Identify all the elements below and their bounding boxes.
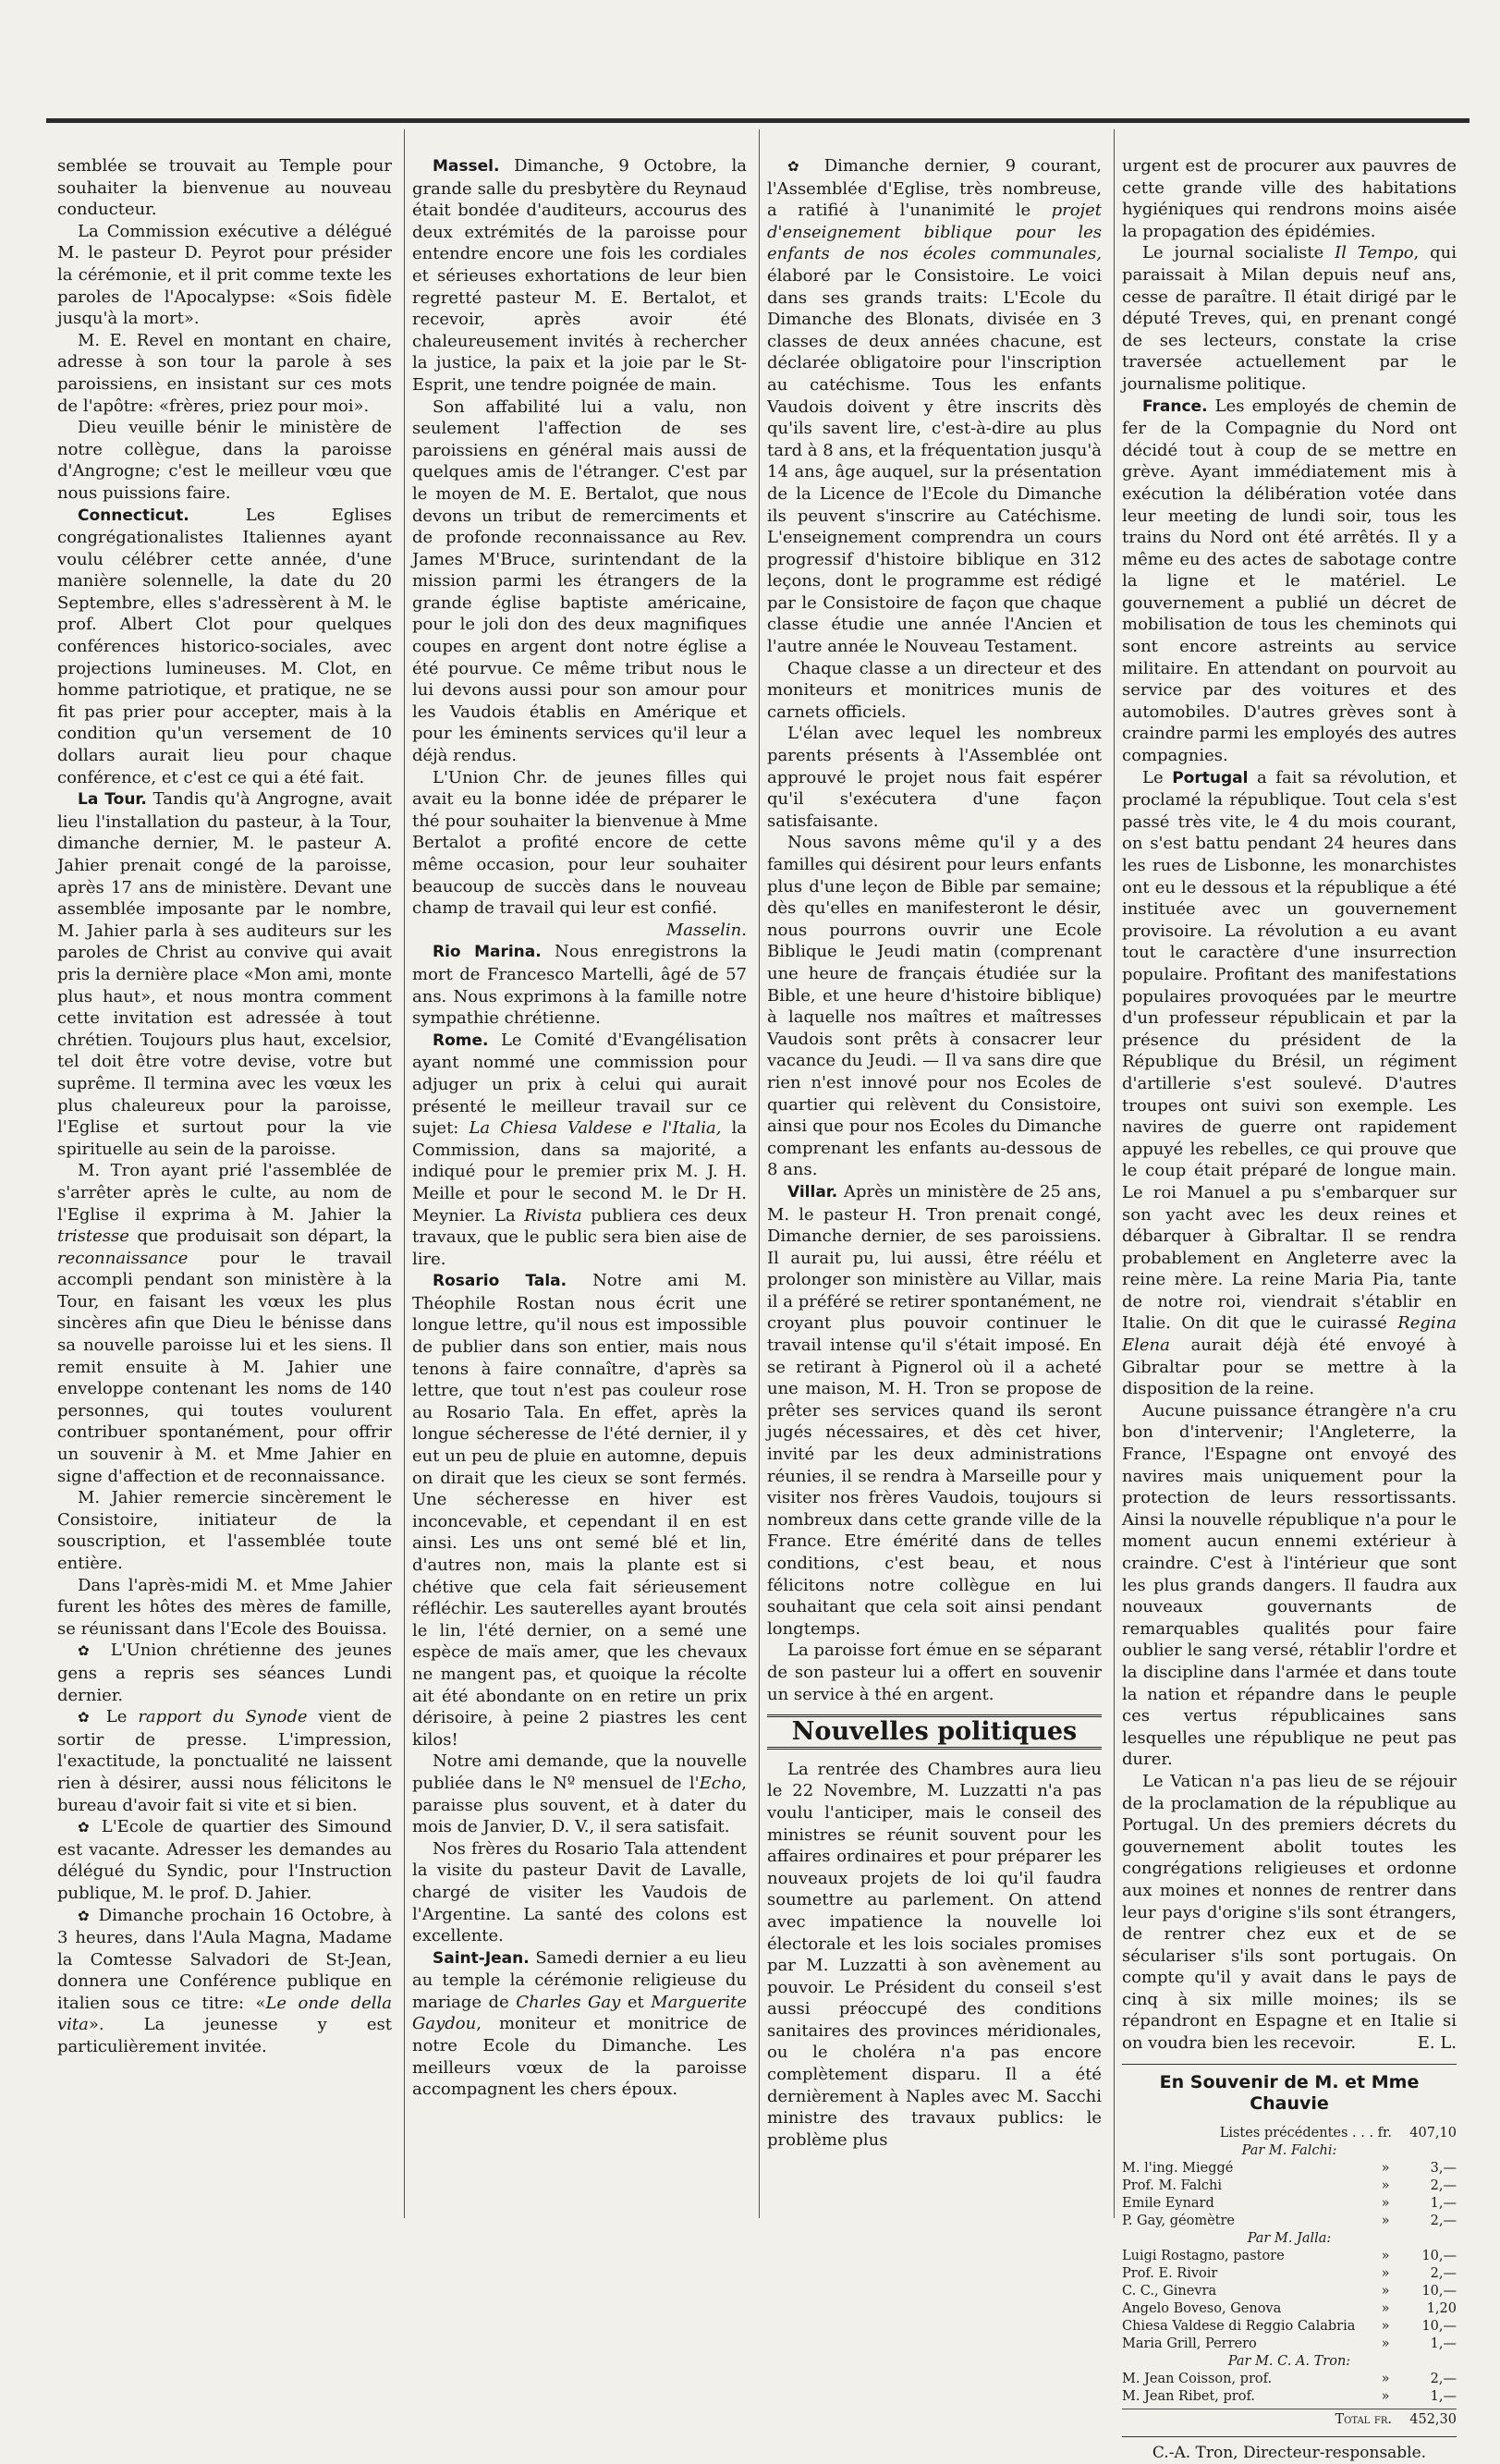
donation-row (1122, 2388, 1457, 2406)
paragraph: La paroisse fort émue en se séparant de son pasteur lui a offert en souvenir un service à thé en argent. (767, 1641, 1102, 1704)
ditto-mark: » (1381, 2160, 1390, 2176)
donor-name: M. l'ing. Mieggé (1122, 2160, 1234, 2176)
donation-row (1122, 2195, 1457, 2213)
article-portugal: Le Portugal a fait sa révolution, et proclamé la république. Tout cela s'est passé très vite, le 4 du mois courant, on s'est battu pendant 24 heures dans les rues de Lisbonne, les monarchistes ont eu le dessous et la république a été instituée avec un gouvernement provisoire. La révolution a eu avant tout le caractère d'une insurrection populaire. Profitant des manifestations populaires provoquées par le meurtre d'un professeur républicain et par la présence du président de la République du Brésil, un régiment d'artillerie s'est soulevé. D'autres troupes ont suivi son exemple. Les navires de guerre ont rapidement appuyé les rebelles, ce qui prouve que le coup était préparé de longue main. Le roi Manuel a pu s'embarquer sur son yacht avec les deux reines et débarquer à Gibraltar. Il se rendra probablement en Angleterre avec la reine mère. La reine Maria Pia, tante de notre roi, viendrait s'établir en Italie. On dit que le cuirassé Regina Elena aurait déjà été envoyé à Gibraltar pour se mettre à la disposition de la reine. (1122, 767, 1457, 1399)
donation-row (1122, 2177, 1457, 2195)
donation-amount: 10,— (1421, 2283, 1457, 2299)
total-row: Total fr. 452,30 (1122, 2409, 1457, 2429)
donor-name: Prof. M. Falchi (1122, 2177, 1223, 2193)
paragraph: Nos frères du Rosario Tala attendent la visite du pasteur Davit de Lavalle, chargé de visiter les Vaudois de l'Argentine. La santé des colons est excellente. (412, 1838, 747, 1946)
paragraph: ✿ L'Ecole de quartier des Simound est vacante. Adresser les demandes au délégué du Syndic, pour l'Instruction publique, M. le prof. D. Jahier. (57, 1817, 392, 1903)
donation-group-heading: Par M. Falchi: (1241, 2142, 1337, 2158)
paragraph: Notre ami demande, que la nouvelle publiée dans le Nº mensuel de l'Echo, paraisse plus souvent, et à dater du mois de Janvier, D. V., il sera satisfait. (412, 1751, 747, 1837)
paragraph: urgent est de procurer aux pauvres de cette grande ville des habitations hygiéniques qui rendrons moins aisée la propagation des épidémies. (1122, 156, 1457, 241)
donation-list (1122, 2371, 1457, 2406)
bullet-icon: ✿ (787, 158, 810, 175)
donor-name: Chiesa Valdese di Reggio Calabria (1122, 2318, 1356, 2334)
paragraph: La Commission exécutive a délégué M. le pasteur D. Peyrot pour présider la cérémonie, et il prit comme texte les paroles de l'Apocalypse: «Sois fidèle jusqu'à la mort». (57, 221, 392, 329)
paragraph: Chaque classe a un directeur et des moniteurs et monitrices munis de carnets officiels. (767, 658, 1102, 722)
donation-row (1122, 2336, 1457, 2353)
donor-name: P. Gay, géomètre (1122, 2213, 1236, 2228)
previous-lists-row: Listes précédentes . . . fr. 407,10 (1219, 2125, 1457, 2141)
heading-rio-marina: Rio Marina. (433, 943, 542, 962)
ditto-mark: » (1381, 2195, 1390, 2211)
ditto-mark: » (1381, 2265, 1390, 2281)
donation-amount: 2,— (1430, 2371, 1457, 2386)
donation-amount: 1,— (1430, 2195, 1457, 2211)
paragraph: Le Vatican n'a pas lieu de se réjouir de la proclamation de la république au Portugal. Un des premiers décrets du gouvernement abolit toutes les congrégations religieuses et ordonne aux moines et nonnes de rentrer dans leur pays d'origine s'ils sont étrangers, de rentrer chez eux et de se séculariser s'ils sont portugais. On compte qu'il y avait dans le pays de cinq à six mille moines; ils se répandront en Espagne et en Italie si on voudra bien les recevoir. E. L. (1122, 1771, 1457, 2054)
paragraph: ✿ Dimanche prochain 16 Octobre, à 3 heures, dans l'Aula Magna, Madame la Comtesse Salvadori de St-Jean, donnera une Conférence publique en italien sous ce titre: «Le onde della vita». La jeunesse y est particulièrement invitée. (57, 1905, 392, 2057)
column-4 (1122, 155, 1457, 2462)
ditto-mark: » (1381, 2388, 1390, 2404)
top-rule (46, 118, 1470, 123)
paragraph: ✿ Dimanche dernier, 9 courant, l'Assemblée d'Eglise, très nombreuse, a ratifié à l'unanimité le projet d'enseignement biblique pour les enfants de nos écoles communales, élaboré par le Consistoire. Le voici dans ses grands traits: L'Ecole du Dimanche des Blonats, divisée en 3 classes de deux années chacune, est déclarée obligatoire pour l'inscription au catéchisme. Tous les enfants Vaudois doivent y être inscrits dès qu'ils savent lire, c'est-à-dire au plus tard à 8 ans, et la fréquentation jusqu'à 14 ans, âge auquel, sur la présentation de la Licence de l'Ecole du Dimanche ils peuvent s'inscrire au Catéchisme. L'enseignement comprendra un cours progressif d'histoire biblique en 312 leçons, dont le programme est rédigé par le Consistoire de façon que chaque classe étudie une année l'Ancien et l'autre année le Nouveau Testament. (767, 156, 1102, 657)
paragraph: semblée se trouvait au Temple pour souhaiter la bienvenue au nouveau conducteur. (57, 156, 392, 220)
donation-row (1122, 2160, 1457, 2177)
paragraph: M. Tron ayant prié l'assemblée de s'arrêter après le culte, au nom de l'Eglise il exprima à M. Jahier la tristesse que produisait son départ, la reconnaissance pour le travail accompli pendant son ministère à la Tour, en faisant les vœux les plus sincères afin que Dieu le bénisse dans sa nouvelle paroisse lui et les siens. Il remit ensuite à M. Jahier une enveloppe contenant les noms de 140 personnes, qui toutes voulurent contribuer spontanément, pour offrir un souvenir à M. et Mme Jahier en signe d'affection et de reconnaissance. (57, 1161, 392, 1486)
article-rome: Rome. Le Comité d'Evangélisation ayant nommé une commission pour adjuger un prix à celui qui aurait présenté le meilleur travail sur ce sujet: La Chiesa Valdese e l'Italia, la Commission, dans sa majorité, a indiqué pour le premier prix M. J. H. Meille et pour le second M. le Dr H. Meynier. La Rivista publiera ces deux travaux, que le public sera bien aise de lire. (412, 1030, 747, 1269)
subscription-title: En Souvenir de M. et Mme Chauvie (1159, 2071, 1420, 2115)
paragraph: Le journal socialiste Il Tempo, qui paraissait à Milan depuis neuf ans, cesse de paraître. Il était dirigé par le député Treves, qui, en prenant congé de ses lecteurs, constate la crise traversée actuellement par le journalisme politique. (1122, 243, 1457, 394)
heading-connecticut: Connecticut. (78, 506, 189, 525)
ditto-mark: » (1381, 2213, 1390, 2228)
donation-row (1122, 2283, 1457, 2300)
paragraph: ✿ Le rapport du Synode vient de sortir de presse. L'impression, l'exactitude, la ponctualité ne laissent rien à désirer, aussi nous félicitons le bureau d'avoir fait si vite et si bien. (57, 1707, 392, 1815)
heading-saint-jean: Saint-Jean. (433, 1948, 530, 1968)
donation-amount: 1,— (1430, 2336, 1457, 2351)
donation-amount: 10,— (1421, 2318, 1457, 2334)
donation-amount: 3,— (1430, 2160, 1457, 2176)
paragraph: M. Jahier remercie sincèrement le Consistoire, initiateur de la souscription, et l'assemblée toute entière. (57, 1488, 392, 1573)
section-title: Nouvelles politiques (767, 1714, 1102, 1750)
donation-amount: 1,20 (1426, 2300, 1457, 2316)
column-2 (412, 155, 747, 2218)
donor-name: Angelo Boveso, Genova (1122, 2300, 1282, 2316)
donor-name: M. Jean Coisson, prof. (1122, 2371, 1273, 2386)
column-1 (57, 155, 392, 2218)
article-rio-marina: Rio Marina. Nous enregistrons la mort de Francesco Martelli, âgé de 57 ans. Nous exprimons à la famille notre sympathie chrétienne. (412, 942, 747, 1029)
ditto-mark: » (1381, 2283, 1390, 2299)
paragraph: M. E. Revel en montant en chaire, adresse à son tour la parole à ses paroissiens, en insistant sur ces mots de l'apôtre: «frères, priez pour moi». (57, 330, 392, 416)
donation-row (1122, 2371, 1457, 2388)
byline: Masselin. (665, 920, 747, 940)
donor-name: Emile Eynard (1122, 2195, 1214, 2211)
donation-row (1122, 2318, 1457, 2336)
article-la-tour: La Tour. Tandis qu'à Angrogne, avait lieu l'installation du pasteur, à la Tour, dimanche dernier, M. le pasteur A. Jahier prenait congé de la paroisse, après 17 ans de ministère. Devant une assemblée imposante par le nombre, M. Jahier parla à ses auditeurs sur les paroles de Christ au convive qui avait pris la dernière place «Mon ami, monte plus haut», et nous montra comment cette invitation est adressée à tout chrétien. Toujours plus haut, excelsior, tel doit être votre devise, votre but suprême. Il termina avec les vœux les plus chaleureux pour la paroisse, l'Eglise et surtout pour la vie spirituelle au sein de la paroisse. (57, 789, 392, 1159)
column-divider (759, 129, 760, 2218)
paragraph: L'élan avec lequel les nombreux parents présents à l'Assemblée ont approuvé le projet nous fait espérer qu'il s'exécutera d'une façon satisfaisante. (767, 724, 1102, 831)
article-rosario-tala: Rosario Tala. Notre ami M. Théophile Rostan nous écrit une longue lettre, qu'il nous est impossible de publier dans son entier, mais nous tenons à faire connaître, d'après sa lettre, que tout n'est pas couleur rose au Rosario Tala. En effet, après la longue sécheresse de l'été dernier, il y eut un peu de pluie en automne, depuis on dirait que les cieux se sont fermés. Une sécheresse en hiver est inconcevable, et cependant il en est ainsi. Les uns ont semé blé et lin, d'autres non, mais la plante est si chétive que cela fait sérieusement réfléchir. Les sauterelles ayant broutés le lin, l'été dernier, on a semé une espèce de maïs amer, que les chevaux ne mangent pas, et quoique la récolte ait été abondante on en retire un prix dérisoire, à peine 2 piastres les cent kilos! (412, 1271, 748, 1750)
article-france: France. Les employés de chemin de fer de la Compagnie du Nord ont décidé tout à coup de se mettre en grève. Ayant immédiatement mis à exécution la délibération votée dans leur meeting de lundi soir, tous les trains du Nord ont été arrêtés. Il y a même eu des actes de sabotage contre la ligne et le matériel. Le gouvernement a publié un décret de mobilisation de tous les cheminots qui sont encore astreints au service militaire. En attendant on pourvoit au service par des voitures et des automobiles. D'autres grèves sont à craindre parmi les employés des autres compagnies. (1122, 396, 1457, 766)
column-divider (1114, 129, 1115, 2218)
ditto-mark: » (1381, 2371, 1390, 2386)
donation-row (1122, 2213, 1457, 2230)
paragraph: Son affabilité lui a valu, non seulement l'affection de ses paroissiens en général mais aussi de quelques amis de l'étranger. C'est par le moyen de M. E. Bertalot, que nous devons un tribut de remerciments et de profonde reconnaissance au Rev. James M'Bruce, surintendant de la mission parmi les étrangers de la grande église baptiste américaine, pour le joli don des deux magnifiques coupes en argent dont notre église a été pourvue. Ce même tribut nous le lui devons aussi pour son amour pour les Vaudois établis en Amérique et pour les éminents services qu'il leur a déjà rendus. (412, 396, 747, 766)
paragraph: ✿ L'Union chrétienne des jeunes gens a repris ses séances Lundi dernier. (57, 1641, 392, 1705)
ditto-mark: » (1381, 2318, 1390, 2334)
paragraph: Dieu veuille bénir le ministère de notre collègue, dans la paroisse d'Angrogne; c'est le meilleur vœu que nous puissions faire. (57, 418, 392, 503)
donation-row (1122, 2265, 1457, 2283)
bullet-icon: ✿ (78, 1642, 98, 1660)
donation-amount: 2,— (1430, 2265, 1457, 2281)
byline: E. L. (1417, 2033, 1457, 2054)
donor-name: Prof. E. Rivoir (1122, 2265, 1218, 2281)
column-divider (404, 129, 405, 2218)
heading-france: France. (1142, 396, 1208, 416)
ditto-mark: » (1381, 2248, 1390, 2263)
donation-amount: 10,— (1421, 2248, 1457, 2263)
heading-massel: Massel. (433, 157, 500, 176)
heading-la-tour: La Tour. (78, 790, 147, 810)
ditto-mark: » (1381, 2177, 1390, 2193)
article-villar: Villar. Après un ministère de 25 ans, M. le pasteur H. Tron prenait congé, Dimanche dernier, de ses paroissiens. Il aurait pu, lui aussi, être réélu et prolonger son ministère au Villar, mais il a préféré se retirer spontanément, ne croyant plus pouvoir continuer le travail intense qu'il s'était imposé. En se retirant à Pignerol où il a acheté une maison, M. H. Tron se propose de prêter ses services quand ils seront jugés nécessaires, et dès cet hiver, invité par les deux administrations réunies, il se rendra à Marseille pour y visiter nos frères Vaudois, toujours si nombreux dans cette grande ville de la France. Etre émérité dans de telles conditions, c'est beau, et nous félicitons notre collègue en lui souhaitant que cela soit ainsi pendant longtemps. (767, 1181, 1102, 1639)
donor-name: C. C., Ginevra (1122, 2283, 1217, 2299)
donation-group-heading: Par M. C. A. Tron: (1227, 2353, 1351, 2369)
heading-portugal: Portugal (1172, 768, 1249, 787)
donor-name: M. Jean Ribet, prof. (1122, 2388, 1255, 2404)
bullet-icon: ✿ (78, 1907, 91, 1924)
heading-villar: Villar. (787, 1182, 838, 1202)
bullet-icon: ✿ (78, 1709, 95, 1726)
bullet-icon: ✿ (78, 1819, 93, 1836)
paragraph: Aucune puissance étrangère n'a cru bon d'intervenir; l'Angleterre, la France, l'Espagne ont envoyé des navires mais uniquement pour la protection de leurs ressortissants. Ainsi la nouvelle république n'a pour le moment aucun ennemi extérieur à craindre. C'est à l'intérieur que sont les plus grands dangers. Il faudra aux nouveaux gouvernants de remarquables qualités pour faire oublier le sang versé, rétablir l'ordre et la discipline dans l'armée et dans toute la nation et répandre dans le peuple ces vertus républicaines sans lesquelles une république ne peut pas durer. (1122, 1400, 1457, 1770)
article-saint-jean: Saint-Jean. Samedi dernier a eu lieu au temple la cérémonie religieuse du mariage de Charles Gay et Marguerite Gaydou, moniteur et monitrice de notre Ecole du Dimanche. Les meilleurs vœux de la paroisse accompagnent les chers époux. (412, 1947, 747, 2100)
paragraph: L'Union Chr. de jeunes filles qui avait eu la bonne idée de préparer le thé pour souhaiter la bienvenue à Mme Bertalot a profité encore de cette même occasion, pour leur souhaiter beaucoup de succès dans le nouveau champ de travail qui leur est confié. (412, 767, 747, 919)
paragraph: Dans l'après-midi M. et Mme Jahier furent les hôtes des mères de famille, se réunissant dans l'Ecole des Bouissa. (57, 1575, 392, 1639)
heading-rosario-tala: Rosario Tala. (433, 1272, 567, 1291)
donation-row (1122, 2300, 1457, 2318)
donor-name: Luigi Rostagno, pastore (1122, 2248, 1285, 2263)
publisher-signature: C.-A. Tron, Directeur-responsable. (1122, 2436, 1457, 2464)
paragraph: Nous savons même qu'il y a des familles qui désirent pour leurs enfants plus d'une leçon de Bible par semaine; dès qu'elles en manifesteront le désir, nous pourrons ouvrir une Ecole Biblique le Jeudi matin (comprenant une heure de français étudiée sur la Bible, et une heure d'histoire biblique) à laquelle nos maîtres et maîtresses Vaudois sont prêts à consacrer leur vacance du Jeudi. — Il va sans dire que rien n'est innové pour nos Ecoles de quartier qui relèvent du Consistoire, ainsi que pour nos Ecoles du Dimanche comprenant les enfants au-dessous de 8 ans. (767, 833, 1102, 1180)
article-connecticut: Connecticut. Les Eglises congrégationalistes Italiennes ayant voulu célébrer cette année, d'une manière solennelle, la date du 20 Septembre, elles s'adressèrent à M. le prof. Albert Clot pour quelques conférences historico-sociales, avec projections lumineuses. M. Clot, en homme patriotique, et pratique, ne se fit pas prier pour accepter, mais à la condition qu'un versement de 10 dollars aurait lieu pour chaque conférence, et c'est ce qui a été fait. (57, 505, 392, 787)
ditto-mark: » (1381, 2336, 1390, 2351)
donor-name: Maria Grill, Perrero (1122, 2336, 1257, 2351)
donation-amount: 2,— (1430, 2177, 1457, 2193)
donation-list (1122, 2248, 1457, 2353)
article-massel: Massel. Dimanche, 9 Octobre, la grande salle du presbytère du Reynaud était bondée d'auditeurs, accourus des deux extrémités de la paroisse pour entendre encore une fois les cordiales et sérieuses exhortations de leur bien regretté pasteur M. E. Bertalot, et recevoir, après avoir été chaleureusement invités à rechercher la justice, la paix et la joie par le St-Esprit, une tendre poignée de main. (412, 156, 747, 395)
column-3 (767, 155, 1102, 2218)
donation-amount: 1,— (1430, 2388, 1457, 2404)
donation-list (1122, 2160, 1457, 2230)
donation-amount: 2,— (1430, 2213, 1457, 2228)
divider (1122, 2064, 1457, 2065)
donation-group-heading: Par M. Jalla: (1247, 2230, 1332, 2246)
ditto-mark: » (1381, 2300, 1390, 2316)
donation-row (1122, 2248, 1457, 2265)
heading-rome: Rome. (433, 1031, 489, 1050)
paragraph: La rentrée des Chambres aura lieu le 22 Novembre, M. Luzzatti n'a pas voulu l'anticiper, mais le conseil des ministres se réunit souvent pour les affaires ordinaires et pour préparer les nouveaux projets de loi qu'il faudra soumettre au parlement. On attend avec impatience la nouvelle loi électorale et les lois sociales promises par M. Luzzatti à son avènement au pouvoir. Le Président du conseil s'est aussi préoccupé des conditions sanitaires des provinces méridionales, ou le choléra n'a pas encore complètement disparu. Il a été dernièrement à Naples avec M. Sacchi ministre des travaux publics: le problème plus (767, 1759, 1102, 2150)
